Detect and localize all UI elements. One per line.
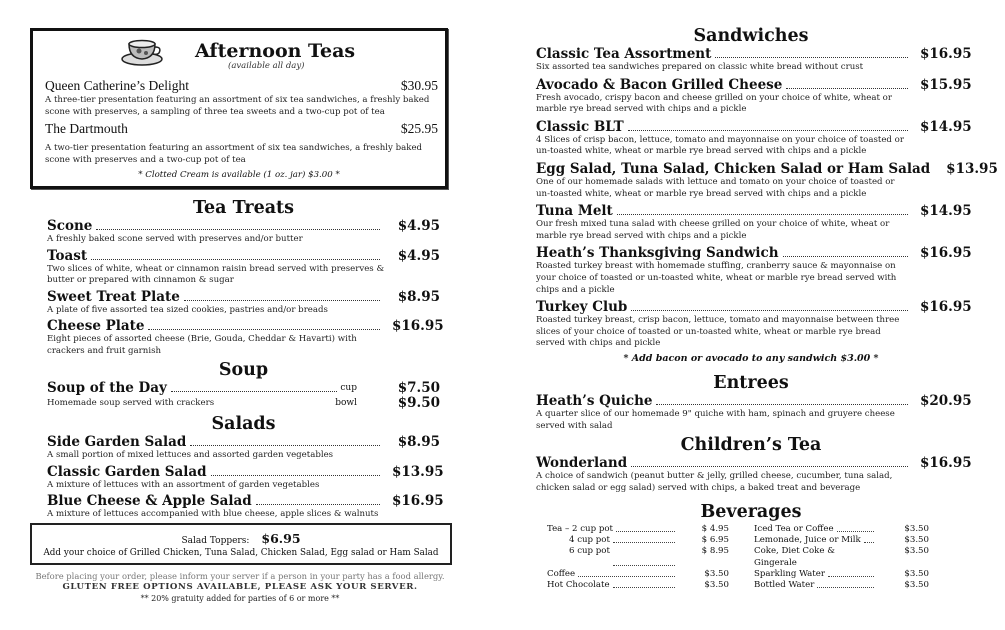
toppers-label: Salad Toppers: <box>181 536 250 546</box>
dotted-leader <box>828 569 874 577</box>
menu-item-row <box>536 203 972 220</box>
dotted-leader <box>171 391 338 392</box>
menu-item-row <box>536 76 972 93</box>
dotted-leader <box>96 229 380 230</box>
menu-item-row <box>47 463 444 480</box>
item-description: Fresh avocado, crispy bacon and cheese grilled on your choice of white, wheat or marble rye bread served with chips and a pickle <box>536 92 892 115</box>
dotted-leader <box>628 130 908 131</box>
dotted-leader <box>91 259 380 260</box>
dotted-leader <box>578 569 675 577</box>
cup-price: $7.50 <box>397 380 440 396</box>
item-name: Classic BLT <box>536 118 624 135</box>
section-heading: Beverages <box>700 502 802 522</box>
beverage-item <box>754 580 876 591</box>
item-description: 4 Slices of crisp bacon, lettuce, tomato and mayonnaise on your choice of toasted or un-toasted white, wheat or marble rye bread served with chips and a pickle <box>536 134 904 157</box>
teacup-icon <box>120 36 164 66</box>
section-heading: Sandwiches <box>693 26 809 46</box>
item-price: $20.95 <box>920 393 972 409</box>
beverage-price: $3.50 <box>704 568 729 579</box>
item-price: $25.95 <box>400 121 438 136</box>
dotted-leader <box>617 214 908 215</box>
menu-item <box>536 76 972 116</box>
gluten-free-notice: GLUTEN FREE OPTIONS AVAILABLE, PLEASE ASK YOUR SERVER. <box>62 582 418 592</box>
item-description: A mixture of lettuces accompanied with blue cheese, apple slices & walnuts <box>47 509 379 520</box>
dotted-leader <box>190 445 380 446</box>
menu-item <box>47 463 444 492</box>
menu-item <box>536 160 998 200</box>
section-salads <box>47 414 444 523</box>
item-description: Six assorted tea sandwiches prepared on classic white bread without crust <box>536 62 864 72</box>
beverage-item <box>547 569 677 580</box>
item-name: Sweet Treat Plate <box>47 288 180 305</box>
menu-item <box>536 393 972 432</box>
beverage-item <box>547 580 677 591</box>
spacer <box>729 580 754 591</box>
item-price: $13.95 <box>392 463 444 480</box>
salad-toppers-box <box>30 523 452 565</box>
item-price: $4.95 <box>397 218 440 234</box>
item-description: Our fresh mixed tuna salad with cheese grilled on your choice of white, wheat or marble rye bread served with chips and a pickle <box>536 219 890 241</box>
dotted-leader <box>656 404 908 405</box>
dotted-leader <box>613 535 675 543</box>
bowl-price: $9.50 <box>397 395 440 411</box>
item-description: Eight pieces of assorted cheese (Brie, Gouda, Cheddar & Havarti) with crackers and fruit garnish <box>47 334 357 356</box>
section-heading: Soup <box>218 360 269 380</box>
beverage-name: Lemonade, Juice or Milk <box>754 535 861 546</box>
menu-item-row <box>536 393 972 409</box>
section-tea-treats <box>47 198 444 360</box>
beverage-name: Coffee <box>547 568 576 579</box>
menu-item-row <box>536 46 972 62</box>
beverage-item <box>547 546 677 568</box>
item-name: Toast <box>47 247 88 264</box>
item-price: $16.95 <box>392 493 444 510</box>
allergy-notice: Before placing your order, please inform your server if a person in your party has a food allergy. <box>35 571 445 581</box>
item-name: Classic Tea Assortment <box>536 46 712 62</box>
beverage-name: 4 cup pot <box>569 535 610 546</box>
menu-item-row <box>536 299 972 316</box>
section-heading: Children’s Tea <box>680 435 822 455</box>
beverage-name: 6 cup pot <box>569 546 610 557</box>
section-entrees <box>536 373 972 435</box>
section-sandwiches <box>536 26 998 364</box>
menu-item-row <box>536 455 972 471</box>
item-price: $8.95 <box>397 288 440 305</box>
item-price: $16.95 <box>920 455 972 471</box>
beverage-price: $3.50 <box>904 546 929 557</box>
dotted-leader <box>631 310 908 311</box>
item-name: Wonderland <box>536 455 628 471</box>
section-heading: Entrees <box>713 373 789 393</box>
beverage-name: Bottled Water <box>754 580 815 591</box>
menu-item <box>536 46 972 74</box>
spacer <box>729 546 754 568</box>
beverage-price: $3.50 <box>904 580 929 591</box>
beverage-item <box>754 524 876 535</box>
item-price: $16.95 <box>920 299 972 316</box>
beverage-price: $3.50 <box>904 568 929 579</box>
section-childrens-tea <box>536 435 972 497</box>
item-name: Queen Catherine’s Delight <box>45 78 189 93</box>
item-description: A freshly baked scone served with preserves and/or butter <box>47 234 303 244</box>
menu-item-row <box>47 218 440 234</box>
item-price: $16.95 <box>392 318 444 335</box>
item-price: $4.95 <box>397 247 440 264</box>
item-price: $8.95 <box>397 434 440 450</box>
item-price: $13.95 <box>946 160 998 177</box>
item-price: $30.95 <box>400 78 438 93</box>
menu-item <box>536 203 972 242</box>
item-description: Homemade soup served with crackers <box>47 398 215 409</box>
menu-item <box>47 318 444 357</box>
dotted-leader <box>256 504 380 505</box>
clotted-cream-note: * Clotted Cream is available (1 oz. jar) $3.00 * <box>138 170 340 180</box>
item-name: Tuna Melt <box>536 203 613 220</box>
beverage-price: $3.50 <box>904 524 929 534</box>
section-soup <box>47 360 440 410</box>
spacer <box>729 535 754 546</box>
dotted-leader <box>817 580 874 588</box>
section-heading: Tea Treats <box>193 198 294 218</box>
item-name: The Dartmouth <box>45 121 128 136</box>
item-name: Heath’s Thanksgiving Sandwich <box>536 245 779 262</box>
section-beverages <box>536 502 966 522</box>
beverage-item <box>754 546 876 568</box>
spacer <box>729 569 754 580</box>
menu-item-dartmouth <box>45 121 438 137</box>
gratuity-notice: ** 20% gratuity added for parties of 6 or more ** <box>140 594 340 603</box>
item-description: One of our homemade salads with lettuce and tomato on your choice of toasted or un-toasted white, wheat or marble rye bread served with chips and a pickle <box>536 176 895 199</box>
item-price: $15.95 <box>920 76 972 93</box>
cup-label: cup <box>340 383 357 393</box>
beverage-price: $ 4.95 <box>701 524 729 534</box>
dotted-leader <box>837 524 874 532</box>
dotted-leader <box>613 546 675 565</box>
item-description: A plate of five assorted tea sized cookies, pastries and/or breads <box>47 304 328 315</box>
dotted-leader <box>211 475 380 476</box>
beverage-price: $3.50 <box>904 535 929 546</box>
item-name: Blue Cheese & Apple Salad <box>47 493 252 510</box>
item-name: Soup of the Day <box>47 380 167 396</box>
item-description: Roasted turkey breast with homemade stuffing, cranberry sauce & mayonnaise on your choice of toasted or un-toasted white, wheat or marble rye bread served with chips and a pickle <box>536 261 897 295</box>
item-price: $14.95 <box>920 203 972 220</box>
menu-item <box>536 455 972 494</box>
dotted-leader <box>148 329 380 330</box>
beverage-name: Coke, Diet Coke & Gingerale <box>754 546 835 568</box>
dotted-leader <box>613 580 675 588</box>
item-name: Classic Garden Salad <box>47 463 207 480</box>
beverage-price: $ 6.95 <box>701 535 729 546</box>
item-price: $16.95 <box>920 245 972 262</box>
item-name: Cheese Plate <box>47 318 145 335</box>
beverage-name: Iced Tea or Coffee <box>754 524 834 534</box>
beverage-item <box>547 535 677 546</box>
menu-item-row <box>536 118 972 135</box>
item-name: Heath’s Quiche <box>536 393 653 409</box>
item-description: A small portion of mixed lettuces and assorted garden vegetables <box>47 450 334 460</box>
menu-item <box>536 118 972 158</box>
menu-item-row <box>47 318 444 335</box>
afternoon-teas-subtitle: (available all day) <box>228 61 305 71</box>
beverage-price: $ 8.95 <box>701 546 729 557</box>
item-description: Roasted turkey breast, crisp bacon, lettuce, tomato and mayonnaise between three slices of your choice of toasted or un-toasted white, wheat or marble rye bread served with chips and pickle <box>536 315 900 349</box>
menu-item <box>47 248 440 287</box>
beverage-item <box>754 569 876 580</box>
toppers-description: Add your choice of Grilled Chicken, Tuna Salad, Chicken Salad, Egg salad or Ham Salad <box>43 548 439 558</box>
section-note: * Add bacon or avocado to any sandwich $3.00 * <box>623 352 879 364</box>
dotted-leader <box>786 88 908 89</box>
item-description: Two slices of white, wheat or cinnamon raisin bread served with preserves & butter or prepared with cinnamon & sugar <box>47 263 385 286</box>
dotted-leader <box>783 256 908 257</box>
dotted-leader <box>715 57 908 58</box>
dotted-leader <box>616 524 675 532</box>
menu-item-row <box>47 493 444 510</box>
soup-of-the-day-row <box>47 380 440 396</box>
beverage-price: $3.50 <box>704 580 729 591</box>
soup-desc-row <box>47 396 440 410</box>
afternoon-teas-title: Afternoon Teas <box>195 40 356 62</box>
menu-item-row <box>47 289 440 305</box>
item-name: Avocado & Bacon Grilled Cheese <box>536 76 783 93</box>
beverage-name: Sparkling Water <box>754 568 825 579</box>
menu-item-row <box>47 434 440 450</box>
toppers-price: $6.95 <box>261 531 301 546</box>
menu-item <box>47 218 440 246</box>
section-heading: Salads <box>211 414 276 434</box>
item-price: $14.95 <box>920 118 972 135</box>
beverage-name: Tea – 2 cup pot <box>547 524 613 534</box>
menu-item-row <box>536 245 972 262</box>
item-description: A mixture of lettuces with an assortment of garden vegetables <box>47 479 320 490</box>
dotted-leader <box>631 466 908 467</box>
item-description: A two-tier presentation featuring an assortment of six tea sandwiches, a freshly baked scone with preserves and a two-cup pot of tea <box>45 143 423 165</box>
item-name: Turkey Club <box>536 299 628 316</box>
menu-item-row <box>47 248 440 264</box>
menu-item <box>536 245 972 296</box>
bowl-label: bowl <box>335 398 357 408</box>
item-price: $16.95 <box>920 46 972 62</box>
item-name: Scone <box>47 218 93 234</box>
beverage-name: Hot Chocolate <box>547 580 610 591</box>
menu-item <box>47 493 444 521</box>
beverage-item <box>754 535 876 546</box>
beverage-item <box>547 524 677 535</box>
dotted-leader <box>184 300 380 301</box>
item-description: A quarter slice of our homemade 9" quiche with ham, spinach and gruyere cheese served with salad <box>536 409 895 431</box>
dotted-leader <box>864 535 874 543</box>
item-description: A three-tier presentation featuring an assortment of six tea sandwiches, a freshly baked scone with preserves, a sampling of three tea sweets and a two-cup pot of tea <box>45 95 430 117</box>
menu-item <box>536 299 972 350</box>
spacer <box>729 524 754 535</box>
menu-item <box>47 289 440 317</box>
beverage-list <box>547 524 929 591</box>
menu-item <box>47 434 440 462</box>
menu-item-queen-catherine <box>45 78 438 94</box>
item-name: Side Garden Salad <box>47 434 187 450</box>
item-description: A choice of sandwich (peanut butter & jelly, grilled cheese, cucumber, tuna salad, chicken salad or egg salad) served with chips, a baked treat and beverage <box>536 471 893 493</box>
menu-item-row <box>536 160 998 177</box>
item-name: Egg Salad, Tuna Salad, Chicken Salad or Ham Salad <box>536 160 931 177</box>
